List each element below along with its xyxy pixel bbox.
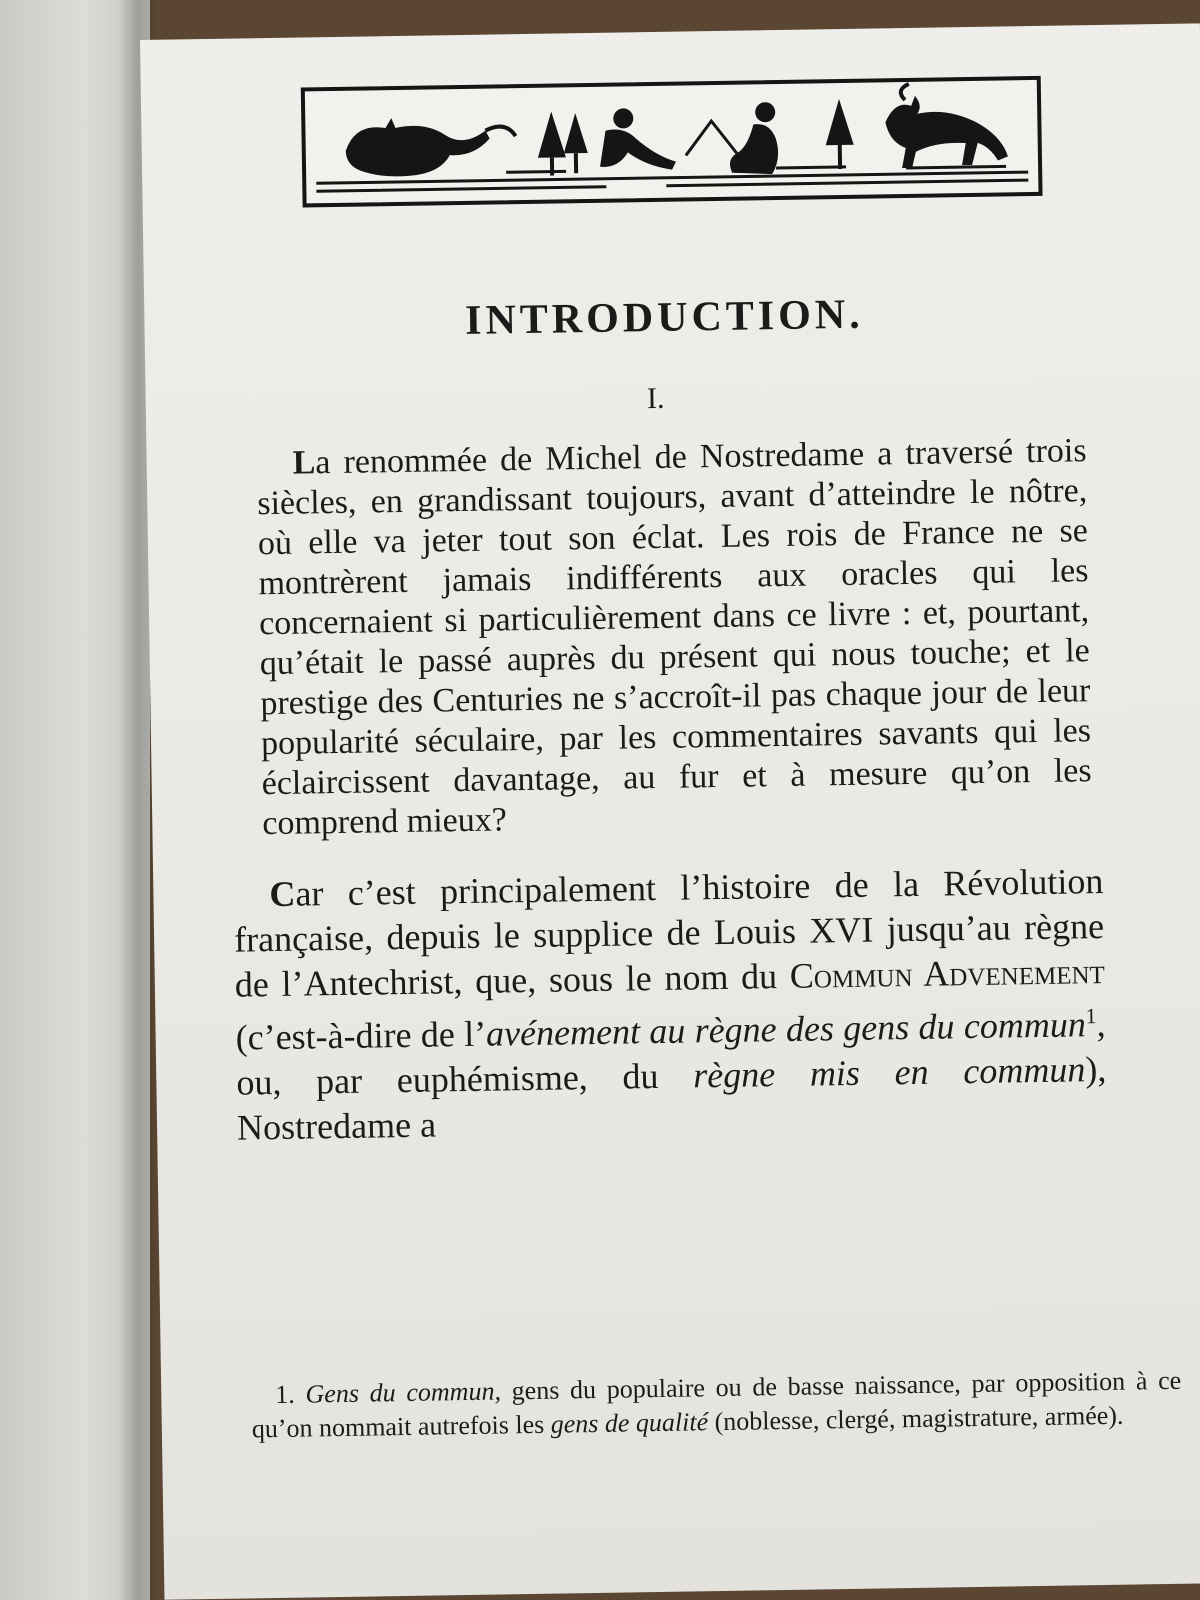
mountain-icon [685,121,738,156]
footnote-text-1: gens du populaire ou de basse naissance, par opposition à ce qu’on nommait autrefois les [251,1365,1182,1444]
figure-icon [599,102,778,177]
bull-icon [345,116,516,177]
footnote-italic-2: gens de qualité [550,1407,709,1439]
woodcut-headpiece [301,76,1043,208]
paragraph-2 [223,859,1107,1151]
headpiece-illustration [305,80,1039,203]
footnote-mark: 1 [1085,1004,1097,1029]
tree-icon [537,99,854,176]
paragraph-2-text-3: , ou, par euphémisme, du [236,1003,1106,1103]
section-numeral: I. [646,381,665,416]
paragraph-2-italic-2: règne mis en commun [692,1049,1086,1096]
paragraph-1-text: a renommée de Michel de Nostredame a traversé trois siècles, en grandissant toujours, avant d’atteindre le nôtre, où elle va jeter tout son éclat. Les rois de France ne se montrèrent jamais indifférents aux oracles qui les concernaient si particulièrement dans ce livre : et, pourtant, qu’était le passé auprès du présent qui nous touche; et le prestige des Centuries ne s’accroît-il pas chaque jour de leur popularité séculaire, par les commentaires savants qui les éclaircissent davantage, au fur et à mesure qu’on les comprend mieux? [257,432,1092,843]
paragraph-2-text-1: ar c’est principalement l’histoire de la Révolution française, depuis le supplice de Louis XVI jusqu’au règne de l’Antechrist, que, sous le nom du [233,860,1105,1005]
chapter-title: INTRODUCTION. [464,291,865,344]
footnote-text-2: (noblesse, clergé, magistrature, armée). [707,1400,1124,1437]
page-content [211,75,1182,1444]
footnote-italic-1: Gens du commun, [305,1376,502,1409]
footnote [251,1364,1182,1447]
book-page [140,23,1200,1599]
dropcap-1: L [292,444,316,482]
paragraph-1 [216,431,1102,845]
paragraph-2-smallcaps: Commun Advenement [789,950,1106,996]
footnote-number: 1. [275,1379,296,1410]
goat-icon [885,82,1008,168]
paragraph-2-text-2: (c’est-à-dire de l’ [235,1013,487,1058]
paragraph-2-text-4: ), Nostredame a [236,1048,1107,1148]
dropcap-2: C [269,873,296,915]
paragraph-2-italic-1: avénement au règne des gens du commun [485,1004,1087,1054]
